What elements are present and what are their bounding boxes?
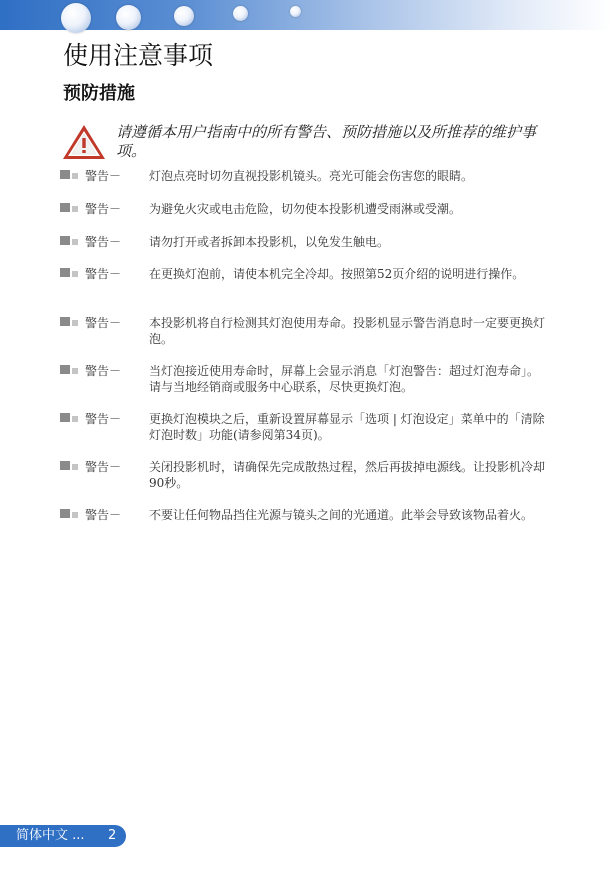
warning-triangle-icon <box>61 123 107 161</box>
warning-label: 警告－ <box>85 169 122 183</box>
footer-tab <box>0 825 126 847</box>
warning-text: 在更换灯泡前，请使本机完全冷却。按照第52页介绍的说明进行操作。 <box>149 267 525 281</box>
warning-text: 灯泡点亮时切勿直视投影机镜头。亮光可能会伤害您的眼睛。 <box>149 169 474 183</box>
bullet-icon <box>60 317 78 329</box>
warning-label: 警告－ <box>85 460 122 474</box>
warning-text: 为避免火灾或电击危险，切勿使本投影机遭受雨淋或受潮。 <box>149 202 462 216</box>
caution-text: 请遵循本用户指南中的所有警告、预防措施以及所推荐的维护事项。 <box>116 123 537 160</box>
decorative-circle <box>174 6 194 26</box>
warning-text: 更换灯泡模块之后，重新设置屏幕显示「选项 | 灯泡设定」菜单中的「清除灯泡时数」功能(请参阅第34页)。 <box>149 412 545 442</box>
bullet-icon <box>60 236 78 248</box>
bullet-icon <box>60 413 78 425</box>
warning-label: 警告－ <box>85 202 122 216</box>
bullet-icon <box>60 203 78 215</box>
warning-label: 警告－ <box>85 316 122 330</box>
decorative-circle <box>233 6 248 21</box>
decorative-circle <box>290 6 301 17</box>
decorative-circle <box>116 5 141 30</box>
bullet-icon <box>60 268 78 280</box>
page-number: 2 <box>108 828 117 843</box>
warning-label: 警告－ <box>85 508 122 522</box>
bullet-icon <box>60 365 78 377</box>
section-title: 预防措施 <box>63 83 135 104</box>
footer-language: 简体中文 ... <box>16 828 85 843</box>
warning-label: 警告－ <box>85 235 122 249</box>
warning-text: 本投影机将自行检测其灯泡使用寿命。投影机显示警告消息时一定要更换灯泡。 <box>149 316 546 346</box>
header-banner <box>0 0 612 30</box>
warning-text: 请勿打开或者拆卸本投影机，以免发生触电。 <box>149 235 390 249</box>
warning-text: 不要让任何物品挡住光源与镜头之间的光通道。此举会导致该物品着火。 <box>149 508 534 522</box>
bullet-icon <box>60 509 78 521</box>
warning-text: 当灯泡接近使用寿命时，屏幕上会显示消息「灯泡警告：超过灯泡寿命」。请与当地经销商或服务中心联系，尽快更换灯泡。 <box>149 364 540 394</box>
warning-label: 警告－ <box>85 412 122 426</box>
decorative-circle <box>61 3 91 33</box>
warning-label: 警告－ <box>85 267 122 281</box>
warning-label: 警告－ <box>85 364 122 378</box>
warning-text: 关闭投影机时，请确保先完成散热过程，然后再拔掉电源线。让投影机冷却90秒。 <box>149 460 546 490</box>
bullet-icon <box>60 170 78 182</box>
bullet-icon <box>60 461 78 473</box>
page-title: 使用注意事项 <box>63 41 214 70</box>
